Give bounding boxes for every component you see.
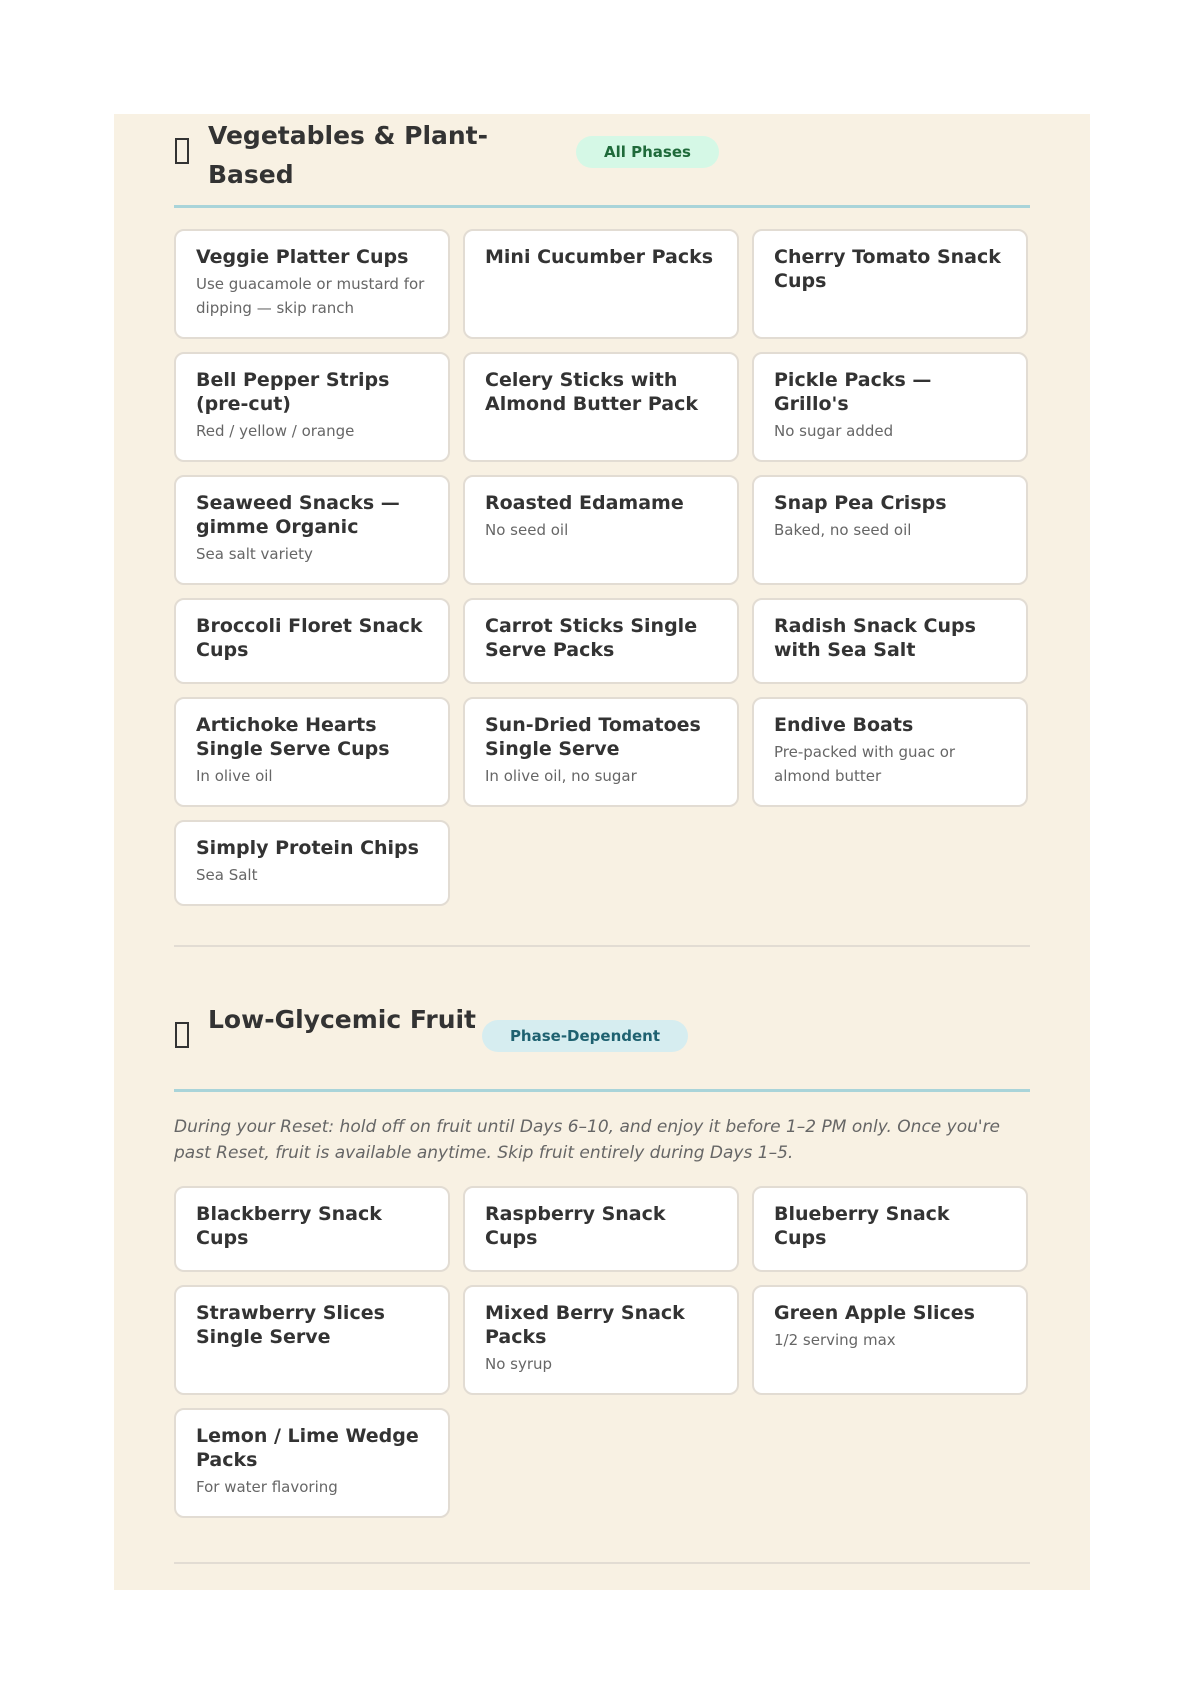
item-card <box>752 352 1028 462</box>
item-note: No sugar added <box>774 422 894 440</box>
item-name: Seaweed Snacks — gimme Organic <box>196 492 400 538</box>
item-note: Use guacamole or mustard for dipping — skip ranch <box>196 275 425 317</box>
item-note: No syrup <box>485 1355 553 1373</box>
square-icon <box>175 1022 189 1048</box>
section-fruit <box>174 998 1030 1518</box>
item-name: Cherry Tomato Snack Cups <box>774 246 1001 292</box>
item-name: Blueberry Snack Cups <box>774 1203 950 1249</box>
item-note: Baked, no seed oil <box>774 521 912 539</box>
item-card <box>463 229 739 339</box>
item-note: No seed oil <box>485 521 569 539</box>
item-card <box>174 229 450 339</box>
item-card <box>752 1186 1028 1272</box>
square-icon <box>175 138 189 164</box>
item-name: Pickle Packs — Grillo's <box>774 369 932 415</box>
item-name: Celery Sticks with Almond Butter Pack <box>485 369 698 415</box>
item-card <box>752 229 1028 339</box>
item-card <box>174 352 450 462</box>
item-note: Pre-packed with guac or almond butter <box>774 743 956 785</box>
item-card <box>752 697 1028 807</box>
item-name: Simply Protein Chips <box>196 837 419 859</box>
item-name: Sun-Dried Tomatoes Single Serve <box>485 714 701 760</box>
item-card <box>174 1408 450 1518</box>
item-name: Artichoke Hearts Single Serve Cups <box>196 714 390 760</box>
section-rule <box>174 205 1030 208</box>
section-divider <box>174 1562 1030 1564</box>
item-card <box>752 475 1028 585</box>
item-name: Strawberry Slices Single Serve <box>196 1302 385 1348</box>
item-name: Mixed Berry Snack Packs <box>485 1302 685 1348</box>
item-card <box>174 475 450 585</box>
item-card <box>463 598 739 684</box>
item-note: In olive oil, no sugar <box>485 767 637 785</box>
item-card <box>174 820 450 906</box>
item-card <box>174 1186 450 1272</box>
item-grid <box>174 1186 1030 1518</box>
item-name: Lemon / Lime Wedge Packs <box>196 1425 419 1471</box>
item-card <box>752 1285 1028 1395</box>
item-name: Raspberry Snack Cups <box>485 1203 666 1249</box>
item-card <box>174 697 450 807</box>
section-title: Vegetables & Plant-Based <box>208 121 489 189</box>
item-card <box>174 1285 450 1395</box>
item-card <box>463 352 739 462</box>
item-card <box>174 598 450 684</box>
item-name: Roasted Edamame <box>485 492 684 514</box>
item-note: Sea Salt <box>196 866 258 884</box>
phase-badge: All Phases <box>576 136 719 168</box>
section-divider <box>174 945 1030 947</box>
item-card <box>463 1186 739 1272</box>
item-name: Mini Cucumber Packs <box>485 246 714 268</box>
section-header <box>174 998 1030 1092</box>
page-sheet <box>114 114 1090 1590</box>
item-name: Radish Snack Cups with Sea Salt <box>774 615 976 661</box>
item-name: Carrot Sticks Single Serve Packs <box>485 615 698 661</box>
item-note: In olive oil <box>196 767 273 785</box>
section-title: Low-Glycemic Fruit <box>208 1005 477 1034</box>
item-card <box>463 475 739 585</box>
section-vegetables <box>174 114 1030 906</box>
item-note: 1/2 serving max <box>774 1331 896 1349</box>
item-name: Green Apple Slices <box>774 1302 975 1324</box>
item-name: Bell Pepper Strips (pre-cut) <box>196 369 390 415</box>
item-name: Broccoli Floret Snack Cups <box>196 615 423 661</box>
item-note: Sea salt variety <box>196 545 313 563</box>
item-name: Veggie Platter Cups <box>196 246 409 268</box>
section-header <box>174 114 1030 208</box>
item-name: Blackberry Snack Cups <box>196 1203 382 1249</box>
item-name: Endive Boats <box>774 714 914 736</box>
item-grid <box>174 229 1030 906</box>
item-card <box>752 598 1028 684</box>
phase-badge: Phase-Dependent <box>482 1020 688 1052</box>
item-card <box>463 697 739 807</box>
item-note: For water flavoring <box>196 1478 338 1496</box>
item-card <box>463 1285 739 1395</box>
item-name: Snap Pea Crisps <box>774 492 947 514</box>
item-note: Red / yellow / orange <box>196 422 355 440</box>
section-note: During your Reset: hold off on fruit until Days 6–10, and enjoy it before 1–2 PM only. Once you're past Reset, fruit is available anytime. Skip fruit entirely during Days 1–5. <box>174 1117 1001 1163</box>
section-rule <box>174 1089 1030 1092</box>
